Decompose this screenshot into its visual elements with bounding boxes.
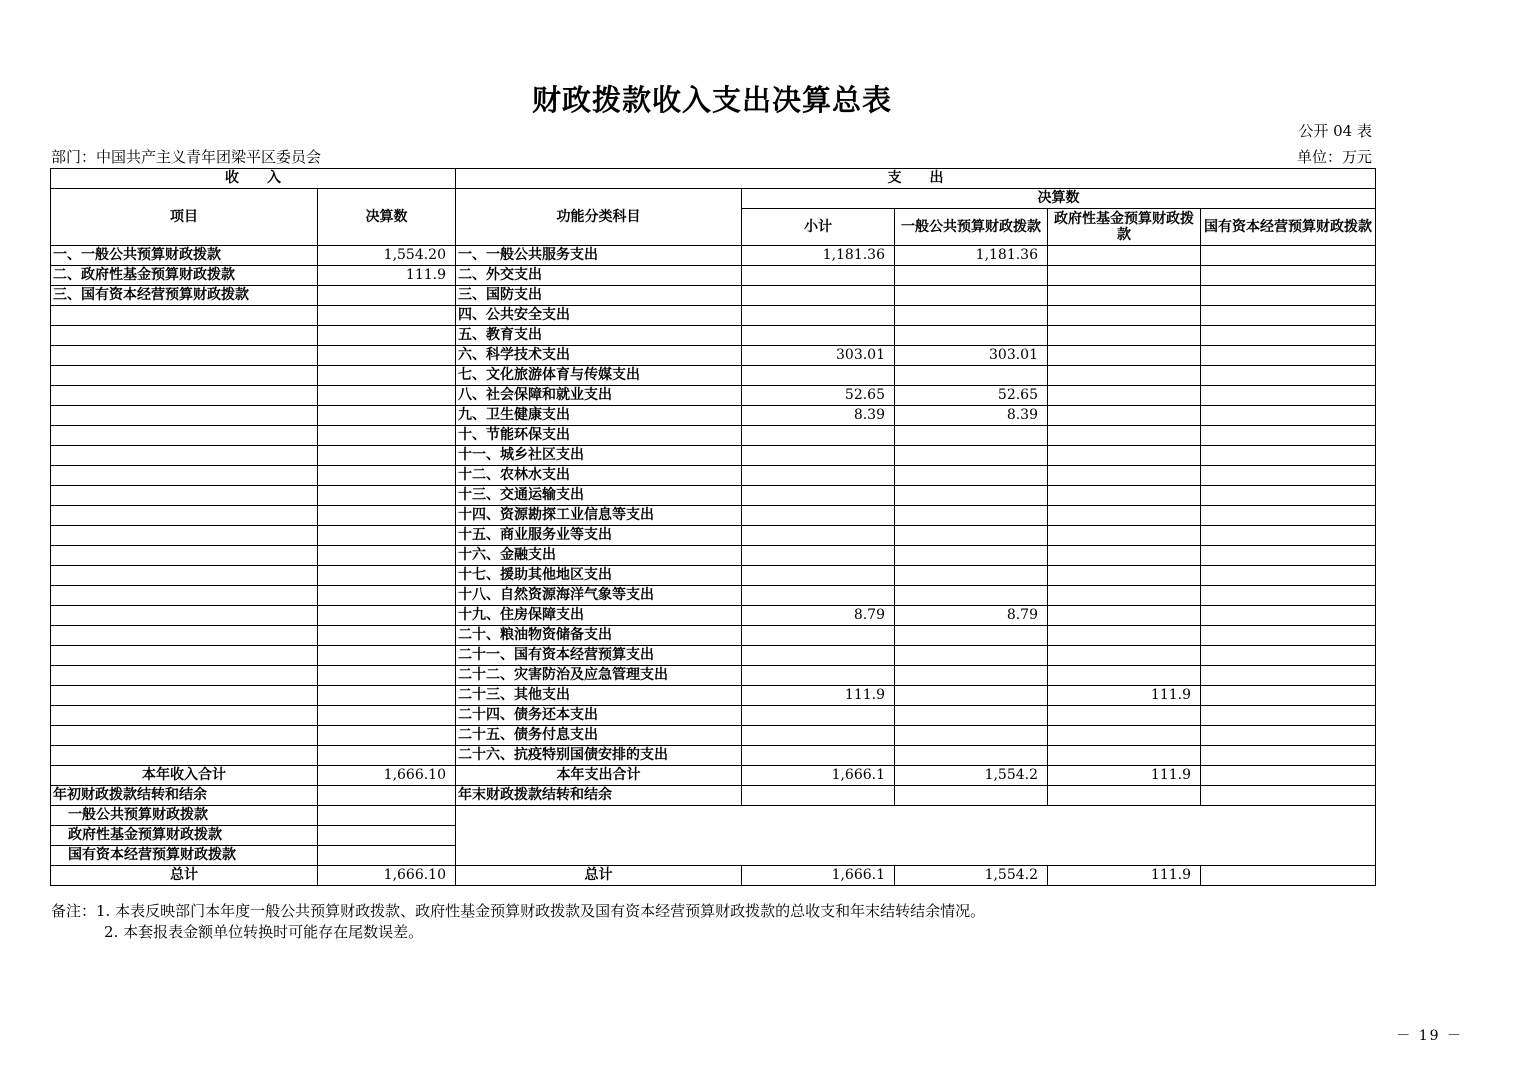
expense-subtotal: [742, 366, 895, 386]
income-amount: [318, 466, 456, 486]
col-gov-fund-header: 政府性基金预算财政拨款: [1048, 209, 1201, 246]
expense-general: [895, 366, 1048, 386]
income-item: [51, 426, 318, 446]
expense-gov-fund: [1048, 586, 1201, 606]
expense-item: 二十四、债务还本支出: [456, 706, 742, 726]
year-expense-gov-fund: 111.9: [1048, 766, 1201, 786]
expense-item: 二十六、抗疫特别国债安排的支出: [456, 746, 742, 766]
expense-state-capital: [1201, 366, 1376, 386]
income-item: [51, 686, 318, 706]
expense-gov-fund: 111.9: [1048, 686, 1201, 706]
expense-item: 三、国防支出: [456, 286, 742, 306]
income-amount: [318, 746, 456, 766]
expense-state-capital: [1201, 386, 1376, 406]
expense-state-capital: [1201, 566, 1376, 586]
table-row: [51, 626, 1376, 646]
col-item-header: 项目: [51, 189, 318, 246]
income-item: [51, 366, 318, 386]
expense-state-capital: [1201, 246, 1376, 266]
expense-general: [895, 326, 1048, 346]
expense-state-capital: [1201, 406, 1376, 426]
expense-gov-fund: [1048, 746, 1201, 766]
expense-state-capital: [1201, 486, 1376, 506]
expense-item: 十一、城乡社区支出: [456, 446, 742, 466]
expense-general: [895, 466, 1048, 486]
income-amount: [318, 706, 456, 726]
expense-item: 十五、商业服务业等支出: [456, 526, 742, 546]
carry-item-row: [51, 806, 1376, 826]
expense-general: 8.39: [895, 406, 1048, 426]
expense-general: 52.65: [895, 386, 1048, 406]
table-row: [51, 726, 1376, 746]
table-row: [51, 466, 1376, 486]
expense-item: 二、外交支出: [456, 266, 742, 286]
income-amount: [318, 506, 456, 526]
table-row: [51, 706, 1376, 726]
expense-gov-fund: [1048, 626, 1201, 646]
table-row: [51, 286, 1376, 306]
expense-general: [895, 266, 1048, 286]
expense-subtotal: [742, 426, 895, 446]
expense-item: 二十二、灾害防治及应急管理支出: [456, 666, 742, 686]
expense-item: 十、节能环保支出: [456, 426, 742, 446]
expense-item: 九、卫生健康支出: [456, 406, 742, 426]
expense-state-capital: [1201, 546, 1376, 566]
expense-gov-fund: [1048, 426, 1201, 446]
income-amount: [318, 686, 456, 706]
table-row: [51, 406, 1376, 426]
income-item: [51, 726, 318, 746]
income-amount: [318, 366, 456, 386]
income-amount: [318, 326, 456, 346]
table-row: [51, 746, 1376, 766]
income-item: [51, 486, 318, 506]
expense-subtotal: [742, 286, 895, 306]
income-amount: [318, 286, 456, 306]
expense-state-capital: [1201, 686, 1376, 706]
grand-expense-gov-fund: 111.9: [1048, 866, 1201, 886]
note-line-1: 备注：1. 本表反映部门本年度一般公共预算财政拨款、政府性基金预算财政拨款及国有资本经营预算财政拨款的总收支和年末结转结余情况。: [51, 902, 986, 920]
expense-gov-fund: [1048, 346, 1201, 366]
expense-item: 十二、农林水支出: [456, 466, 742, 486]
expense-general: [895, 446, 1048, 466]
expense-subtotal: [742, 466, 895, 486]
expense-state-capital: [1201, 346, 1376, 366]
carry-item-row: [51, 826, 1376, 846]
expense-subtotal: 303.01: [742, 346, 895, 366]
expense-item: 二十三、其他支出: [456, 686, 742, 706]
table-row: [51, 566, 1376, 586]
expense-gov-fund: [1048, 566, 1201, 586]
unit-label: 单位：万元: [1296, 148, 1372, 166]
income-amount: [318, 486, 456, 506]
grand-expense-general: 1,554.2: [895, 866, 1048, 886]
expense-general: [895, 286, 1048, 306]
grand-expense-total-label: 总计: [456, 866, 742, 886]
expense-item: 十三、交通运输支出: [456, 486, 742, 506]
expense-item: 七、文化旅游体育与传媒支出: [456, 366, 742, 386]
income-amount: [318, 586, 456, 606]
expense-item: 十四、资源勘探工业信息等支出: [456, 506, 742, 526]
grand-income-total-value: 1,666.10: [318, 866, 456, 886]
expense-item: 二十五、债务付息支出: [456, 726, 742, 746]
income-header: 收 入: [51, 169, 456, 189]
income-item: [51, 306, 318, 326]
expense-gov-fund: [1048, 406, 1201, 426]
fiscal-appropriation-table: [50, 168, 1376, 886]
expense-state-capital: [1201, 606, 1376, 626]
expense-subtotal: [742, 306, 895, 326]
carry-item-label: 国有资本经营预算财政拨款: [51, 846, 318, 866]
grand-total-row: [51, 866, 1376, 886]
expense-state-capital: [1201, 286, 1376, 306]
expense-state-capital: [1201, 726, 1376, 746]
income-item: [51, 586, 318, 606]
notes: [51, 901, 985, 943]
expense-state-capital: [1201, 666, 1376, 686]
table-row: [51, 546, 1376, 566]
income-item: [51, 466, 318, 486]
expense-state-capital: [1201, 446, 1376, 466]
expense-gov-fund: [1048, 666, 1201, 686]
year-total-row: [51, 766, 1376, 786]
expense-gov-fund: [1048, 366, 1201, 386]
income-amount: [318, 386, 456, 406]
income-item: [51, 606, 318, 626]
table-row: [51, 646, 1376, 666]
expense-state-capital: [1201, 426, 1376, 446]
carryover-row: [51, 786, 1376, 806]
department-label: 部门：中国共产主义青年团梁平区委员会: [51, 148, 322, 166]
year-expense-state-capital: [1201, 766, 1376, 786]
expense-item: 十八、自然资源海洋气象等支出: [456, 586, 742, 606]
year-expense-subtotal: 1,666.1: [742, 766, 895, 786]
expense-subtotal: [742, 326, 895, 346]
expense-general: 1,181.36: [895, 246, 1048, 266]
income-item: [51, 406, 318, 426]
expense-general: [895, 686, 1048, 706]
income-amount: [318, 666, 456, 686]
year-income-total-label: 本年收入合计: [51, 766, 318, 786]
expense-general: [895, 586, 1048, 606]
expense-general: [895, 646, 1048, 666]
expense-general: [895, 486, 1048, 506]
col-budget-group-header: 决算数: [742, 189, 1376, 209]
expense-general: [895, 566, 1048, 586]
income-amount: [318, 306, 456, 326]
table-row: [51, 506, 1376, 526]
expense-gov-fund: [1048, 286, 1201, 306]
col-state-capital-header: 国有资本经营预算财政拨款: [1201, 209, 1376, 246]
carryover-income-label: 年初财政拨款结转和结余: [51, 786, 318, 806]
expense-item: 十九、住房保障支出: [456, 606, 742, 626]
expense-subtotal: 1,181.36: [742, 246, 895, 266]
grand-expense-state-capital: [1201, 866, 1376, 886]
expense-gov-fund: [1048, 706, 1201, 726]
expense-subtotal: [742, 746, 895, 766]
table-row: [51, 446, 1376, 466]
income-amount: 111.9: [318, 266, 456, 286]
expense-subtotal: [742, 626, 895, 646]
income-item: [51, 746, 318, 766]
table-row: [51, 586, 1376, 606]
table-row: [51, 306, 1376, 326]
expense-state-capital: [1201, 466, 1376, 486]
expense-general: [895, 626, 1048, 646]
page-title: 财政拨款收入支出决算总表: [531, 83, 892, 117]
year-income-total-value: 1,666.10: [318, 766, 456, 786]
expense-subtotal: 111.9: [742, 686, 895, 706]
expense-subtotal: [742, 726, 895, 746]
table-row: [51, 386, 1376, 406]
expense-general: 8.79: [895, 606, 1048, 626]
expense-header: 支 出: [456, 169, 1376, 189]
page-number: － 19 －: [1396, 1028, 1463, 1044]
expense-gov-fund: [1048, 486, 1201, 506]
income-item: 一、一般公共预算财政拨款: [51, 246, 318, 266]
expense-state-capital: [1201, 526, 1376, 546]
expense-subtotal: 8.39: [742, 406, 895, 426]
expense-state-capital: [1201, 586, 1376, 606]
expense-gov-fund: [1048, 446, 1201, 466]
income-item: [51, 646, 318, 666]
income-item: [51, 626, 318, 646]
expense-general: [895, 526, 1048, 546]
income-amount: [318, 346, 456, 366]
expense-general: [895, 306, 1048, 326]
table-row: [51, 246, 1376, 266]
expense-gov-fund: [1048, 606, 1201, 626]
expense-general: [895, 746, 1048, 766]
expense-item: 五、教育支出: [456, 326, 742, 346]
income-item: [51, 526, 318, 546]
expense-state-capital: [1201, 626, 1376, 646]
income-amount: [318, 526, 456, 546]
grand-income-total-label: 总计: [51, 866, 318, 886]
table-row: [51, 486, 1376, 506]
table-row: [51, 266, 1376, 286]
expense-subtotal: [742, 526, 895, 546]
income-item: [51, 506, 318, 526]
col-subtotal-header: 小计: [742, 209, 895, 246]
expense-subtotal: [742, 266, 895, 286]
year-expense-total-label: 本年支出合计: [456, 766, 742, 786]
form-number: 公开 04 表: [1298, 122, 1372, 140]
expense-subtotal: [742, 646, 895, 666]
income-item: 三、国有资本经营预算财政拨款: [51, 286, 318, 306]
income-amount: [318, 606, 456, 626]
expense-general: [895, 546, 1048, 566]
expense-gov-fund: [1048, 546, 1201, 566]
expense-general: [895, 426, 1048, 446]
year-expense-general: 1,554.2: [895, 766, 1048, 786]
expense-gov-fund: [1048, 526, 1201, 546]
expense-item: 一、一般公共服务支出: [456, 246, 742, 266]
expense-state-capital: [1201, 646, 1376, 666]
income-item: [51, 546, 318, 566]
income-amount: [318, 426, 456, 446]
col-function-header: 功能分类科目: [456, 189, 742, 246]
expense-general: 303.01: [895, 346, 1048, 366]
expense-gov-fund: [1048, 306, 1201, 326]
income-item: [51, 346, 318, 366]
income-amount: [318, 726, 456, 746]
expense-state-capital: [1201, 266, 1376, 286]
income-item: [51, 706, 318, 726]
expense-gov-fund: [1048, 326, 1201, 346]
income-item: [51, 666, 318, 686]
table-row: [51, 606, 1376, 626]
income-item: [51, 446, 318, 466]
expense-state-capital: [1201, 746, 1376, 766]
expense-subtotal: [742, 586, 895, 606]
table-row: [51, 366, 1376, 386]
expense-item: 八、社会保障和就业支出: [456, 386, 742, 406]
expense-gov-fund: [1048, 506, 1201, 526]
carry-item-row: [51, 846, 1376, 866]
expense-subtotal: [742, 506, 895, 526]
income-amount: [318, 446, 456, 466]
table-row: [51, 666, 1376, 686]
expense-item: 四、公共安全支出: [456, 306, 742, 326]
expense-item: 十七、援助其他地区支出: [456, 566, 742, 586]
note-line-2: 2. 本套报表金额单位转换时可能存在尾数误差。: [104, 923, 424, 941]
income-item: 二、政府性基金预算财政拨款: [51, 266, 318, 286]
income-item: [51, 326, 318, 346]
table-body: [51, 246, 1376, 766]
expense-general: [895, 706, 1048, 726]
income-amount: [318, 566, 456, 586]
expense-gov-fund: [1048, 466, 1201, 486]
expense-state-capital: [1201, 706, 1376, 726]
expense-item: 十六、金融支出: [456, 546, 742, 566]
expense-item: 二十一、国有资本经营预算支出: [456, 646, 742, 666]
expense-state-capital: [1201, 506, 1376, 526]
carry-item-label: 一般公共预算财政拨款: [51, 806, 318, 826]
col-amount-header: 决算数: [318, 189, 456, 246]
expense-gov-fund: [1048, 246, 1201, 266]
expense-gov-fund: [1048, 726, 1201, 746]
expense-subtotal: [742, 446, 895, 466]
expense-subtotal: [742, 546, 895, 566]
expense-subtotal: [742, 706, 895, 726]
expense-state-capital: [1201, 326, 1376, 346]
table-row: [51, 526, 1376, 546]
income-item: [51, 386, 318, 406]
carryover-expense-label: 年末财政拨款结转和结余: [456, 786, 742, 806]
expense-gov-fund: [1048, 266, 1201, 286]
expense-gov-fund: [1048, 386, 1201, 406]
col-general-header: 一般公共预算财政拨款: [895, 209, 1048, 246]
income-amount: [318, 646, 456, 666]
income-amount: 1,554.20: [318, 246, 456, 266]
table-row: [51, 426, 1376, 446]
table-row: [51, 346, 1376, 366]
income-item: [51, 566, 318, 586]
table-row: [51, 326, 1376, 346]
expense-subtotal: 52.65: [742, 386, 895, 406]
income-amount: [318, 626, 456, 646]
expense-gov-fund: [1048, 646, 1201, 666]
expense-state-capital: [1201, 306, 1376, 326]
expense-general: [895, 666, 1048, 686]
income-amount: [318, 406, 456, 426]
table-row: [51, 686, 1376, 706]
expense-subtotal: [742, 486, 895, 506]
expense-general: [895, 726, 1048, 746]
expense-item: 二十、粮油物资储备支出: [456, 626, 742, 646]
carry-item-label: 政府性基金预算财政拨款: [51, 826, 318, 846]
expense-subtotal: [742, 666, 895, 686]
expense-general: [895, 506, 1048, 526]
income-amount: [318, 546, 456, 566]
expense-subtotal: 8.79: [742, 606, 895, 626]
expense-subtotal: [742, 566, 895, 586]
expense-item: 六、科学技术支出: [456, 346, 742, 366]
grand-expense-subtotal: 1,666.1: [742, 866, 895, 886]
